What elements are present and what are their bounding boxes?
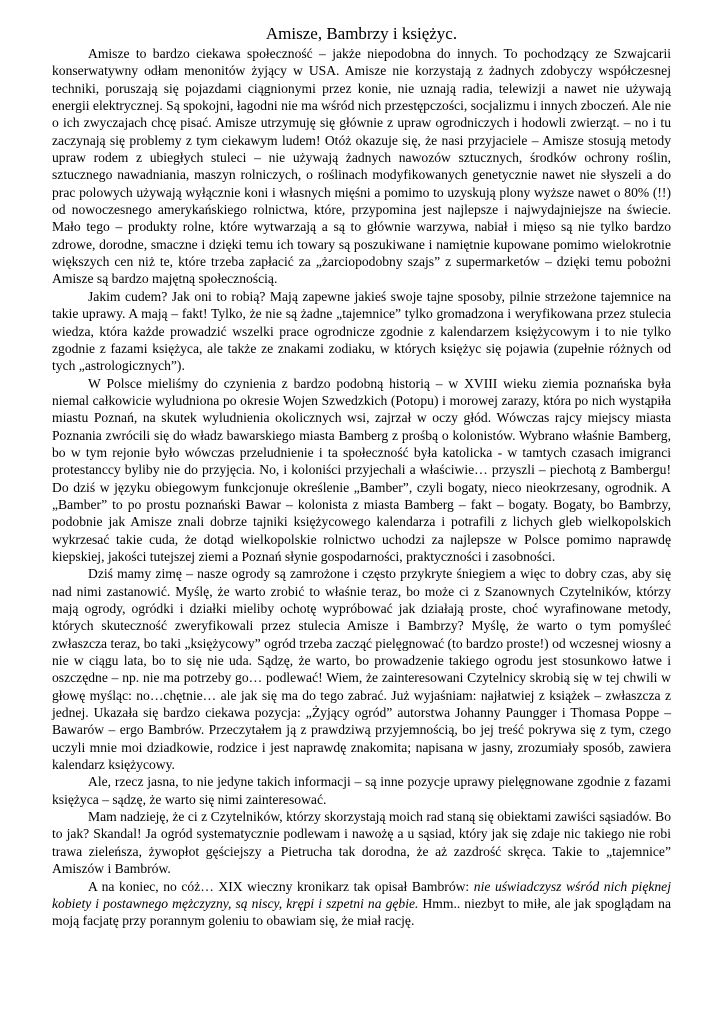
closing-text-after: Hmm.. niezbyt to miłe, ale jak spoglądam na moją facjatę przy porannym goleniu to obawiam się, że miał rację. — [52, 895, 671, 929]
paragraph-neighbors-envy: Mam nadzieję, że ci z Czytelników, którzy skorzystają moich rad staną się obiektami zawiści sąsiadów. Bo to jak? Skandal! Ja ogród systematycznie podlewam i nawożę a u sąsiad, który jak się zdaje nic takiego nie robi trawa zieleńsza, żywopłot gęściejszy a Pietrucha tak dorodna, że aż zazdrość skręca. Takie to „tajemnice” Amiszów i Bambrów. — [52, 809, 671, 877]
paragraph-closing — [52, 878, 671, 930]
closing-quote-italic: nie uświadczysz wśród nich pięknej kobiety i postawnego mężczyzny, są niscy, krępi i szpetni na gębie. — [52, 878, 671, 911]
paragraph-other-sources: Ale, rzecz jasna, to nie jedyne takich informacji – są inne pozycje uprawy pielęgnowane zgodnie z fazami księżyca – sądzę, że warto się nimi zainteresować. — [52, 774, 671, 807]
paragraph-amish-intro: Amisze to bardzo ciekawa społeczność – jakże niepodobna do innych. To pochodzący ze Szwajcarii konserwatywny odłam menonitów żyjący w USA. Amisze nie korzystają z żadnych zdobyczy współczesnej techniki, poruszają się pojazdami ciągnionymi przez konie, nie uznają radia, telewizji a nawet nie używają energii elektrycznej. Są spokojni, łagodni nie ma wśród nich przestępczości, socjalizmu i innych zboczeń. Ale nie o ich zwyczajach chcę pisać. Amisze utrzymuję się głównie z upraw ogrodniczych i hodowli zwierząt. – no i tu zaczynają się problemy z tym ciekawym ludem! Otóż okazuje się, że nasi przyjaciele – Amisze stosują metody upraw rodem z ubiegłych stuleci – nie używają żadnych nawozów sztucznych, środków ochrony roślin, sztucznego nawadniania, maszyn rolniczych, o roślinach modyfikowanych genetycznie nawet nie słyszeli a do prac polowych używają wyłącznie koni i własnych mięśni a pomimo to uzyskują plony wyższe nawet o 80% (!!) od nowoczesnego amerykańskiego rolnictwa, które, przypomina jest najlepsze i najwydajniejsze na świecie. Mało tego – produkty rolne, które wytwarzają a są to głównie warzywa, nabiał i mięso są nie tylko bardzo zdrowe, dorodne, smaczne i dzięki temu ich towary są poszukiwane i namiętnie kupowane pomimo wielokrotnie większych cen niż te, które trzeba zapłacić za „żarciopodobny szajs” z supermarketów – dzięki temu pobożni Amisze są bardzo majętną społecznością. — [52, 46, 671, 287]
paragraph-bambrzy-history: W Polsce mieliśmy do czynienia z bardzo podobną historią – w XVIII wieku ziemia poznańska była niemal całkowicie wyludniona po okresie Wojen Szwedzkich (Potopu) i morowej zarazy, która po nich wystąpiła miastu Poznań, na skutek wyludnienia okolicznych wsi, zajrzał w oczy głód. Wówczas rajcy miejscy miasta Poznania zwrócili się do władz bawarskiego miasta Bamberg z prośbą o kolonistów. Wybrano właśnie Bamberg, bo w tym rejonie było wówczas przeludnienie i ta społeczność była katolicka - w tamtych czasach imigranci protestanccy byliby nie do przyjęcia. No, i koloniści przyjechali a właściwie… przyszli – piechotą z Bambergu! Do dziś w języku obiegowym funkcjonuje określenie „Bamber”, czyli bogaty, nieco nieokrzesany, ogrodnik. A „Bamber” to po prostu poznański Bawar – kolonista z miasta Bamberg – fakt – bogaty. Bogaty, bo Bambrzy, podobnie jak Amisze znali dobrze tajniki księżycowego kalendarza i potrafili z lichych gleb wielkopolskich wykrzesać takie cuda, że dotąd wielkopolskie rolnictwo uchodzi za najlepsze w Polsce pomimo naprawdę kiepskiej, jakości tutejszej ziemi a Poznań słynie gospodarności, praktyczności i zasobności. — [52, 375, 671, 564]
paragraph-how-they-do-it: Jakim cudem? Jak oni to robią? Mają zapewne jakieś swoje tajne sposoby, pilnie strzeżone tajemnice na takie uprawy. A mają – fakt! Tylko, że nie są żadne „tajemnice” tylko gromadzona i weryfikowana przez stulecia wiedza, która każde prowadzić wszelki prace ogrodnicze zgodnie z kalendarzem księżycowym i to nie tylko zgodnie z fazami księżyca, ale także ze znakami zodiaku, w których księżyc się pojawia (zupełnie różnych od tych „astrologicznych”). — [52, 288, 671, 374]
closing-text-before: A na koniec, no cóż… XIX wieczny kronikarz tak opisał Bambrów: — [88, 878, 474, 894]
document-title: Amisze, Bambrzy i księżyc. — [265, 24, 458, 43]
paragraph-winter-advice: Dziś mamy zimę – nasze ogrody są zamrożone i często przykryte śniegiem a więc to dobry czas, aby się nad nimi zastanowić. Myślę, że warto zrobić to właśnie teraz, bo może ci z Szanownych Czytelników, którzy mają ogrody, ogródki i działki mieliby ochotę wypróbować jak działają proste, choć wyrafinowane metody, których skuteczność zweryfikowali przez stulecia Amisze i Bambrzy? Myślę, że warto o tym pomyśleć zwłaszcza teraz, bo taki „księżycowy” ogród trzeba zacząć pielęgnować (to bardzo proste!) od wczesnej wiosny a nie w ciągu lata, bo to się nie uda. Sądzę, że warto, bo prowadzenie takiego ogrodu jest stosunkowo łatwe i oszczędne – np. nie ma potrzeby go… podlewać! Wiem, że zainteresowani Czytelnicy skrobią się w tej chwili w głowę myśląc: no…chętnie… ale jak się ma do tego zabrać. Już wyjaśniam: najłatwiej z książek – zwłaszcza z jednej. Ukazała się bardzo ciekawa pozycja: „Żyjący ogród” autorstwa Johanny Paungger i Thomasa Poppe – Bawarów – ergo Bambrów. Przeczytałem ją z prawdziwą przyjemnością, bo jej treść pokrywa się z tym, czego uczyli mnie moi dziadkowie, rodzice i jest naprawdę znakomita; napisana w jasny, zrozumiały sposób, zawiera kalendarz księżycowy. — [52, 566, 671, 773]
